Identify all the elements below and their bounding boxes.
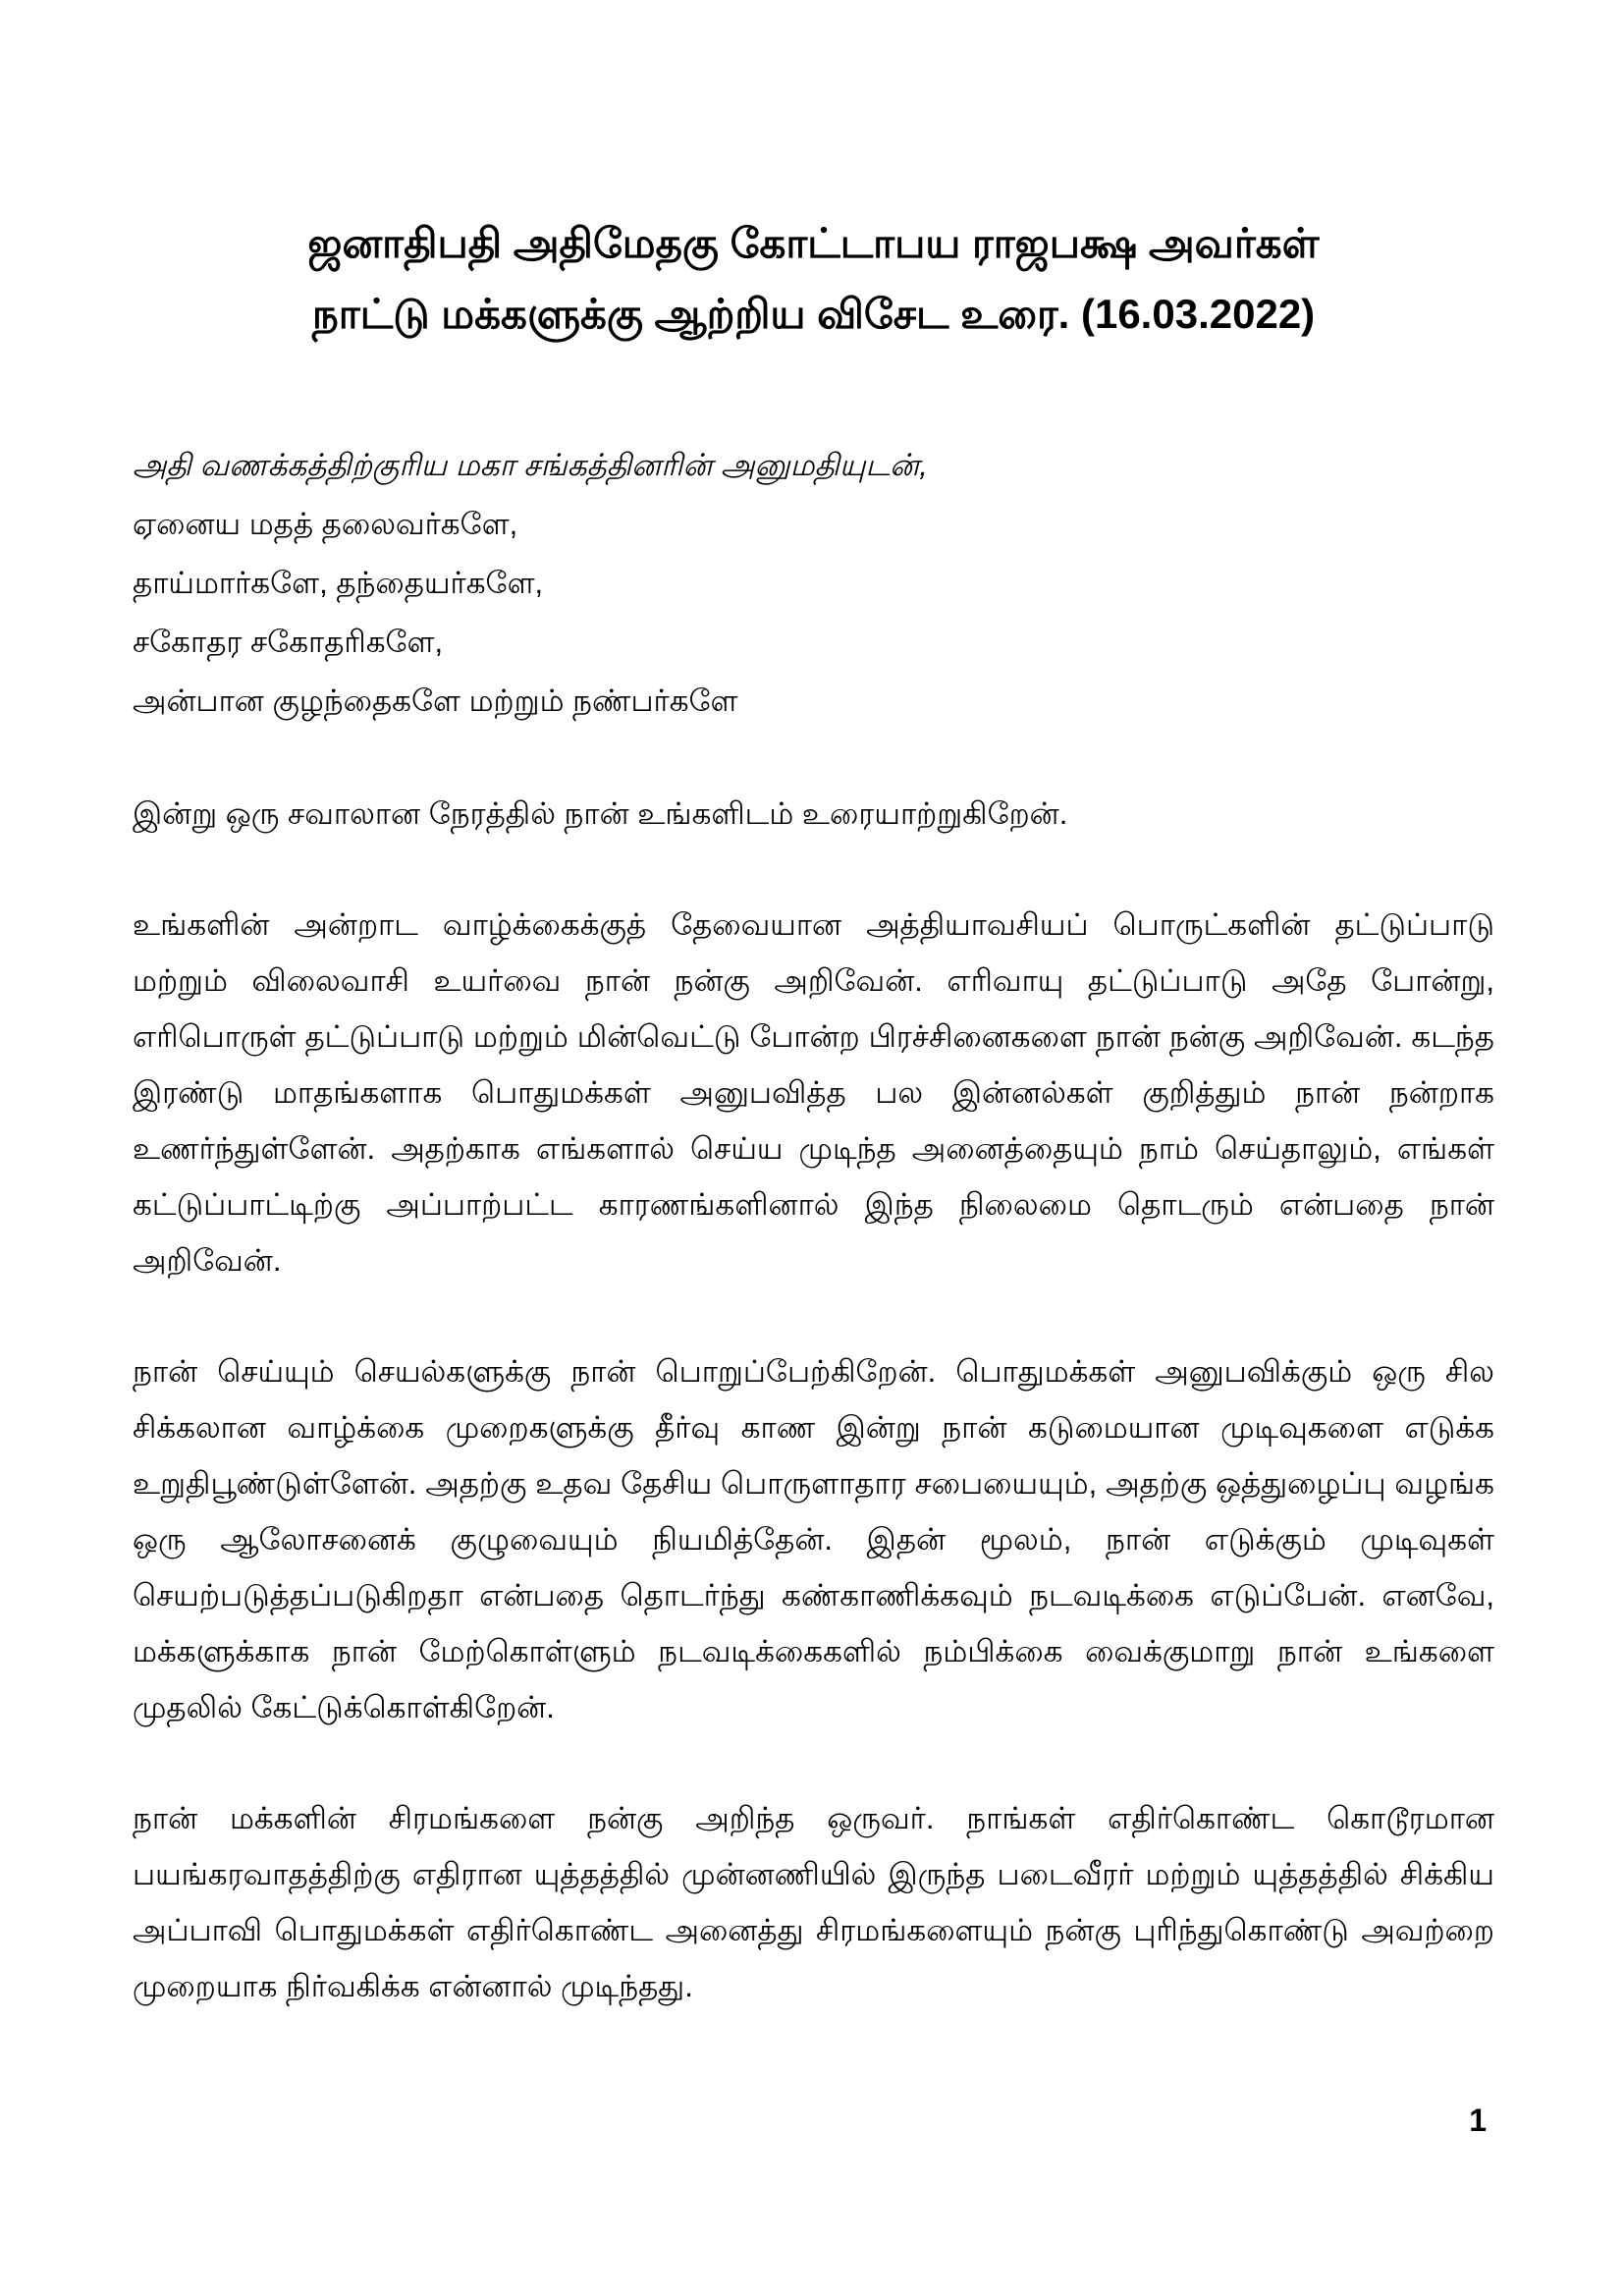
salutation-line-4: சகோதர சகோதரிகளே, [133, 625, 444, 659]
document-title-line-1: ஜனாதிபதி அதிமேதகு கோட்டாபய ராஜபக்ஷ அவர்கள் [307, 220, 1320, 266]
salutation-line-3: தாய்மார்களே, தந்தையர்களே, [133, 566, 544, 600]
paragraph-intro: இன்று ஒரு சவாலான நேரத்தில் நான் உங்களிடம் உரையாற்றுகிறேன். [133, 796, 1068, 831]
paragraph-hardships: நான் மக்களின் சிரமங்களை நன்கு அறிந்த ஒருவர். நாங்கள் எதிர்கொண்ட கொடூரமான பயங்கரவாதத்திற்கு எதிரான யுத்தத்தில் முன்னணியில் இருந்த படைவீரர் மற்றும் யுத்தத்தில் சிக்கிய அப்பாவி பொதுமக்கள் எதிர்கொண்ட அனைத்து சிரமங்களையும் நன்கு புரிந்துகொண்டு அவற்றை முறையாக நிர்வகிக்க என்னால் முடிந்தது. [133, 1801, 1494, 2003]
page-number: 1 [1469, 2103, 1487, 2138]
paragraph-shortages: உங்களின் அன்றாட வாழ்க்கைக்குத் தேவையான அத்தியாவசியப் பொருட்களின் தட்டுப்பாடு மற்றும் விலைவாசி உயர்வை நான் நன்கு அறிவேன். எரிவாயு தட்டுப்பாடு அதே போன்று, எரிபொருள் தட்டுப்பாடு மற்றும் மின்வெட்டு போன்ற பிரச்சினைகளை நான் நன்கு அறிவேன். கடந்த இரண்டு மாதங்களாக பொதுமக்கள் அனுபவித்த பல இன்னல்கள் குறித்தும் நான் நன்றாக உணர்ந்துள்ளேன். அதற்காக எங்களால் செய்ய முடிந்த அனைத்தையும் நாம் செய்தாலும், எங்கள் கட்டுப்பாட்டிற்கு அப்பாற்பட்ட காரணங்களினால் இந்த நிலைமை தொடரும் என்பதை நான் அறிவேன். [133, 907, 1494, 1278]
spacer [133, 731, 1494, 786]
document-title-line-2: நாட்டு மக்களுக்கு ஆற்றிய விசேட உரை. (16.03.2022) [311, 291, 1316, 337]
salutation-line-2: ஏனைய மதத் தலைவர்களே, [133, 507, 518, 541]
paragraph-responsibility: நான் செய்யும் செயல்களுக்கு நான் பொறுப்பேற்கிறேன். பொதுமக்கள் அனுபவிக்கும் ஒரு சில சிக்கலான வாழ்க்கை முறைகளுக்கு தீர்வு காண இன்று நான் கடுமையான முடிவுகளை எடுக்க உறுதிபூண்டுள்ளேன். அதற்கு உதவ தேசிய பொருளாதார சபையையும், அதற்கு ஒத்துழைப்பு வழங்க ஒரு ஆலோசனைக் குழுவையும் நியமித்தேன். இதன் மூலம், நான் எடுக்கும் முடிவுகள் செயற்படுத்தப்படுகிறதா என்பதை தொடர்ந்து கண்காணிக்கவும் நடவடிக்கை எடுப்பேன். எனவே, மக்களுக்காக நான் மேற்கொள்ளும் நடவடிக்கைகளில் நம்பிக்கை வைக்குமாறு நான் உங்களை முதலில் கேட்டுக்கொள்கிறேன். [133, 1354, 1494, 1724]
salutation-line-5: அன்பான குழந்தைகளே மற்றும் நண்பர்களே [133, 683, 738, 718]
salutation-line-1: அதி வணக்கத்திற்குரிய மகா சங்கத்தினரின் அனுமதியுடன், [133, 448, 928, 482]
page-title [133, 208, 1494, 350]
salutation-block [133, 436, 1494, 731]
